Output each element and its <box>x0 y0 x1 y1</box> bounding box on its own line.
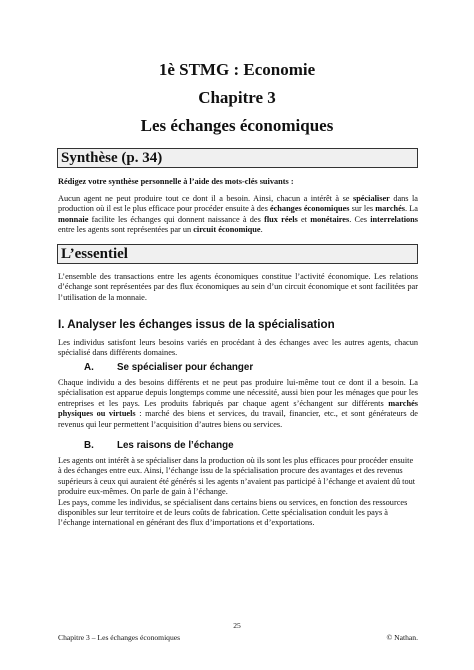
synthese-paragraph <box>58 194 418 236</box>
keyword: marchés physiques ou virtuels <box>58 398 418 419</box>
subsection-b-text <box>58 456 418 529</box>
text-run: . <box>260 225 263 235</box>
synthese-header-box <box>57 148 418 168</box>
keyword: circuit économique <box>193 225 261 235</box>
text-run: Aucun agent ne peut produire tout ce dont il a besoin. Ainsi, chacun a intérêt à se <box>58 194 353 203</box>
subsection-b-paragraph-1: Les agents ont intérêt à se spécialiser dans la production où ils sont les plus efficaces pour procéder ensuite à des échanges entre eux. Ainsi, l’échange issu de la spécialisation procure des avantages et des revenus supérieurs à ceux qui auraient été générés si les agents n’avaient pas participé à l’échange et avaient dû tout produire eux-mêmes. On parle de gain à l’échange. <box>58 456 416 497</box>
text-run: entre les agents sont représentées par un <box>58 225 194 235</box>
footer-chapter: Chapitre 3 – Les échanges économiques <box>58 633 181 642</box>
text-run: Chaque individu a des besoins différents et ne peut pas produire lui-même tout ce dont il a besoin. La spécialisation est apparue depuis longtemps comme une nécessité, aussi bien pour les ménages que pour les entreprises et les pays. Les produits fabriqués par chaque agent s’échangent sur différents <box>58 378 418 408</box>
keyword: marchés <box>375 204 406 214</box>
keyword: spécialiser <box>352 194 390 203</box>
essentiel-intro: L’ensemble des transactions entre les agents économiques constitue l’activité économique. Les relations d’échange sont représentées par des flux économiques au sein d’un circuit économique et sont facilitées par l’utilisation de la monnaie. <box>58 272 418 302</box>
subsection-b-paragraph-2: Les pays, comme les individus, se spécialisent dans certains biens ou services, en fonction des ressources disponibles sur leur territoire et de leurs coûts de fabrication. Cette spécialisation conduit les pays à l’échange international en générant des flux d’importations et d’exportations. <box>58 497 408 528</box>
page-number: 25 <box>233 621 241 630</box>
text-run: dans la production où il est le plus efficace pour procéder ensuite à des <box>58 194 418 214</box>
synthese-title: Synthèse (p. 34) <box>61 150 163 166</box>
text-run: : marché des biens et services, du travail, financier, etc., et sont générateurs de revenus qui leur permettent l’acquisition d’autres biens ou services. <box>58 409 418 429</box>
subsection-a-paragraph <box>58 378 418 430</box>
text-run: . Ces <box>349 214 371 224</box>
section-1-intro: Les individus satisfont leurs besoins variés en procédant à des échanges avec les autres agents, chacun spécialisé dans différents domaines. <box>58 338 418 358</box>
subsection-b-heading <box>84 440 234 452</box>
subsection-b-number: B. <box>84 440 94 451</box>
synthese-instruction: Rédigez votre synthèse personnelle à l’aide des mots-clés suivants : <box>58 177 294 186</box>
subsection-a-heading <box>84 362 253 374</box>
text-run: et <box>297 214 311 224</box>
text-run: facilite les échanges qui donnent naissance à des <box>88 214 265 224</box>
keyword: échanges économiques <box>269 204 350 214</box>
section-1-heading: I. Analyser les échanges issus de la spécialisation <box>58 318 335 331</box>
subsection-a-title: Se spécialiser pour échanger <box>117 362 254 373</box>
essentiel-title: L’essentiel <box>61 246 128 262</box>
subsection-b-title: Les raisons de l’échange <box>117 440 234 451</box>
chapter-number: Chapitre 3 <box>198 88 276 107</box>
subsection-a-number: A. <box>84 362 94 373</box>
footer-copyright: © Nathan. <box>386 633 418 642</box>
keyword: flux réels <box>264 214 298 224</box>
text-run: sur les <box>349 204 376 214</box>
keyword: monnaie <box>58 214 89 224</box>
keyword: monétaires <box>310 214 350 224</box>
keyword: interrelations <box>370 214 419 224</box>
text-run: . La <box>405 204 418 214</box>
synthese-text <box>58 194 418 236</box>
course-title: 1è STMG : Economie <box>158 60 316 79</box>
subsection-a-text <box>58 378 418 430</box>
chapter-title: Les échanges économiques <box>140 116 334 135</box>
essentiel-header-box <box>57 244 418 264</box>
